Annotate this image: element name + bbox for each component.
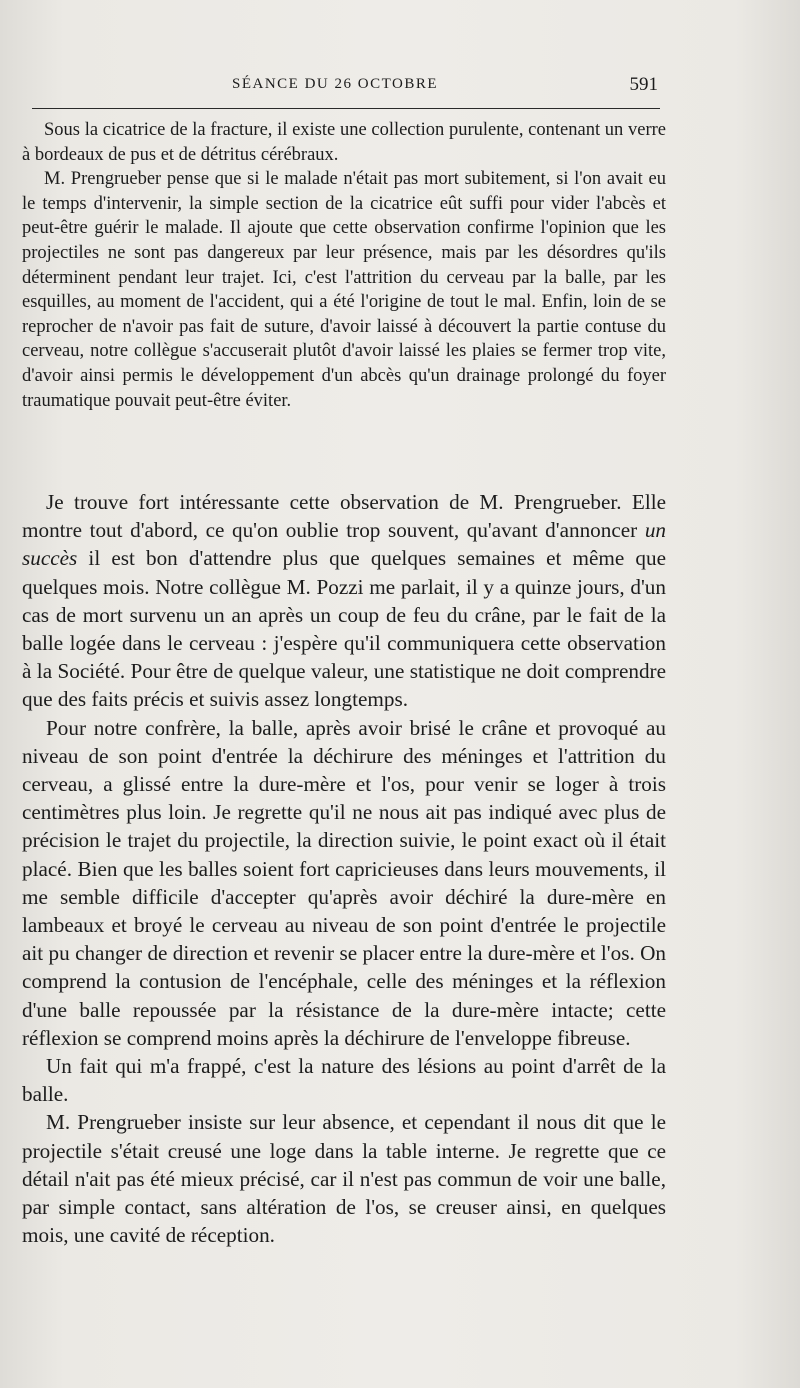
note-paragraph-1: Sous la cicatrice de la fracture, il existe une collection purulente, contenant un verre à bordeaux de pus et de détritus cérébraux.	[22, 120, 666, 165]
main-text-section	[22, 488, 666, 1249]
body-paragraph-1-italic: un succès	[22, 518, 666, 571]
body-paragraph-4: M. Prengrueber insiste sur leur absence, et cependant il nous dit que le projectile s'était creusé une loge dans la table interne. Je regrette que ce détail n'ait pas été mieux précisé, car il n'est pas commun de voir une balle, par simple contact, sans altération de l'os, se creuser ainsi, en quelques mois, une cavité de réception.	[22, 1110, 666, 1248]
body-paragraph-1-start: Je trouve fort intéressante cette observation de M. Prengrueber. Elle montre tout d'abord, ce qu'on oublie trop souvent, qu'avant d'annoncer	[22, 490, 666, 543]
header-rule	[32, 108, 660, 109]
page-number: 591	[629, 74, 658, 95]
small-print-section	[22, 118, 666, 413]
body-paragraph-2: Pour notre confrère, la balle, après avoir brisé le crâne et provoqué au niveau de son point d'entrée la déchirure des méninges et l'attrition du cerveau, a glissé entre la dure-mère et l'os, pour venir se loger à trois centimètres plus loin. Je regrette qu'il ne nous ait pas indiqué avec plus de précision le trajet du projectile, la direction suivie, le point exact où il était placé. Bien que les balles soient fort capricieuses dans leurs mouvements, il me semble difficile d'accepter qu'après avoir déchiré la dure-mère en lambeaux et broyé le cerveau au niveau de son point d'entrée le projectile ait pu changer de direction et revenir se placer entre la dure-mère et l'os. On comprend la contusion de l'encéphale, celle des méninges et la réflexion d'une balle repoussée par la résistance de la dure-mère intacte; cette réflexion se comprend moins après la déchirure de l'enveloppe fibreuse.	[22, 715, 666, 1050]
note-paragraph-2: M. Prengrueber pense que si le malade n'était pas mort subitement, si l'on avait eu le temps d'intervenir, la simple section de la cicatrice eût suffi pour vider l'abcès et peut-être guérir le malade. Il ajoute que cette observation confirme l'opinion que les projectiles ne sont pas dangereux par leur présence, mais par les désordres qu'ils déterminent pendant leur trajet. Ici, c'est l'attrition du cerveau par la balle, par les esquilles, au moment de l'accident, qui a été l'origine de tout le mal. Enfin, loin de se reprocher de n'avoir pas fait de suture, d'avoir laissé à découvert la partie contuse du cerveau, notre collègue s'accuserait plutôt d'avoir laissé les plaies se fermer trop vite, d'avoir ainsi permis le développement d'un abcès qu'un drainage prolongé du foyer traumatique pouvait peut-être éviter.	[22, 169, 666, 411]
running-head: SÉANCE DU 26 OCTOBRE	[232, 76, 438, 92]
body-paragraph-1	[22, 488, 666, 714]
body-paragraph-3: Un fait qui m'a frappé, c'est la nature des lésions au point d'arrêt de la balle.	[22, 1054, 666, 1107]
body-paragraph-1-end: il est bon d'attendre plus que quelques semaines et même que quelques mois. Notre collègue M. Pozzi me parlait, il y a quinze jours, d'un cas de mort survenu un an après un coup de feu du crâne, par le fait de la balle logée dans le cerveau : j'espère qu'il communiquera cette observation à la Société. Pour être de quelque valeur, une statistique ne doit comprendre que des faits précis et suivis assez longtemps.	[22, 546, 666, 712]
page-header	[22, 74, 662, 104]
